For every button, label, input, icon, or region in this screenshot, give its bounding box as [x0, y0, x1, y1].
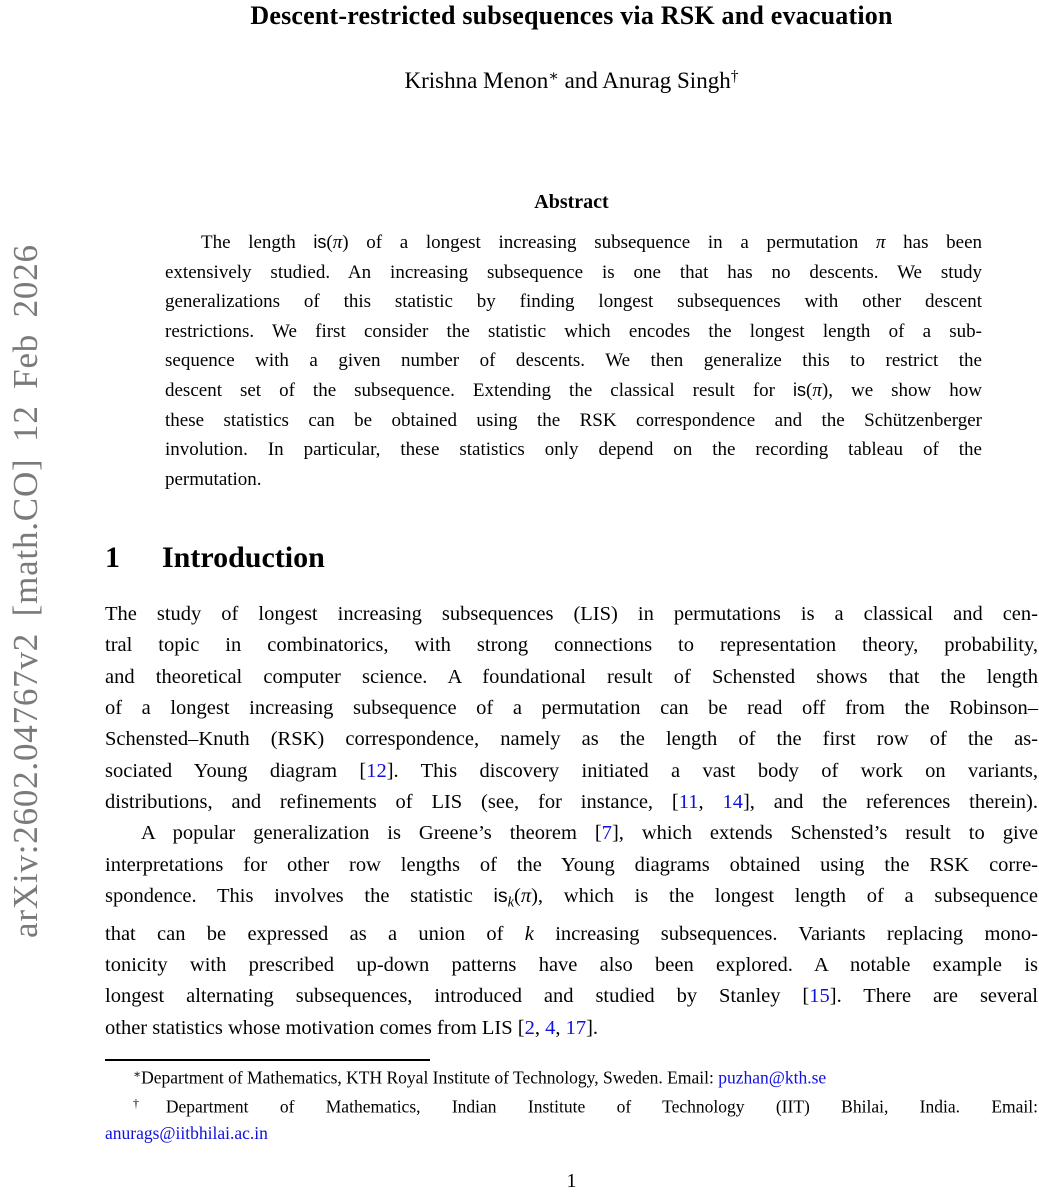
text-line — [165, 346, 982, 376]
text-segment: permutation. — [165, 468, 262, 490]
text-segment: The length — [201, 232, 314, 253]
footnotes — [105, 1061, 1038, 1146]
text-segment: sequence with a given number of descents. We then generalize this to restrict the — [165, 350, 982, 372]
section-title: Introduction — [162, 541, 325, 574]
abstract-heading: Abstract — [534, 191, 609, 213]
text-segment: ) of a longest increasing subsequence in a permutation — [342, 232, 876, 253]
text-segment: spondence. This involves the statistic — [105, 885, 494, 908]
text-segment: A popular generalization is Greene’s theorem [ — [141, 822, 602, 845]
text-segment: other statistics whose motivation comes from LIS [ — [105, 1016, 525, 1039]
text-segment: has been — [885, 232, 983, 253]
text-segment: and theoretical computer science. A foundational result of Schensted shows that the length — [105, 665, 1038, 688]
text-line — [165, 376, 982, 406]
text-line — [165, 258, 982, 288]
text-segment: of a longest increasing subsequence of a permutation can be read off from the Robinson– — [105, 697, 1038, 720]
text-line — [105, 981, 1038, 1012]
math-var: k — [524, 922, 534, 945]
text-line — [105, 881, 1038, 919]
text-segment: Department of Mathematics, Indian Institute of Technology (IIT) Bhilai, India. Email: — [165, 1096, 1038, 1117]
text-line — [165, 317, 982, 347]
introduction-paragraphs — [105, 599, 1038, 1044]
text-segment: tral topic in combinatorics, with strong connections to representation theory, probability, — [105, 634, 1038, 657]
page-number: 1 — [566, 1170, 577, 1192]
text-segment: Krishna Menon — [404, 68, 549, 94]
text-segment: and Anurag Singh — [558, 68, 731, 94]
text-segment: ( — [326, 232, 333, 253]
superscript-mark: ∗ — [548, 68, 559, 85]
text-segment: ]. This discovery initiated a vast body of work on variants, — [386, 759, 1038, 782]
math-var: π — [812, 379, 822, 401]
statistic-name: is — [313, 232, 327, 252]
text-line — [105, 630, 1038, 661]
text-segment: ( — [513, 885, 521, 908]
text-segment: restrictions. We first consider the statistic which encodes the longest length of a sub- — [165, 320, 982, 342]
text-line — [105, 850, 1038, 881]
text-segment: The study of longest increasing subsequences (LIS) in permutations is a classical and cen- — [105, 603, 1038, 625]
text-segment: ], and the references therein). — [742, 791, 1038, 814]
text-segment: ( — [806, 379, 813, 401]
text-line — [105, 818, 1038, 849]
text-line — [105, 599, 1038, 630]
text-segment: longest alternating subsequences, introduced and studied by Stanley [ — [105, 985, 810, 1008]
superscript-mark: † — [133, 1096, 166, 1111]
math-var: π — [520, 885, 532, 908]
email-link[interactable]: puzhan@kth.se — [718, 1067, 827, 1088]
text-line — [165, 406, 982, 436]
text-segment: tonicity with prescribed up-down patterns have also been explored. A notable example is — [105, 954, 1038, 977]
citation-link[interactable]: 14 — [722, 791, 743, 814]
citation-link[interactable]: 12 — [366, 759, 387, 782]
section-number: 1 — [105, 541, 120, 574]
text-segment: descent set of the subsequence. Extending the classical result for — [165, 379, 794, 401]
text-segment: generalizations of this statistic by finding longest subsequences with other descent — [165, 291, 982, 313]
text-segment: these statistics can be obtained using the RSK correspondence and the Schützenberger — [165, 409, 982, 431]
text-line — [105, 1061, 1038, 1090]
text-segment: , — [534, 1016, 546, 1039]
citation-link[interactable]: 11 — [678, 791, 699, 814]
text-segment: increasing subsequences. Variants replacing mono- — [533, 922, 1038, 945]
text-segment: ), we show how — [821, 379, 982, 401]
text-line — [105, 724, 1038, 755]
superscript-mark: † — [730, 68, 739, 85]
text-segment: involution. In particular, these statistics only depend on the recording tableau of the — [165, 439, 982, 461]
text-line — [105, 787, 1038, 818]
text-segment: extensively studied. An increasing subsequence is one that has no descents. We study — [165, 261, 982, 283]
section-heading-introduction — [105, 541, 325, 575]
text-line — [105, 950, 1038, 981]
superscript-mark: ∗ — [133, 1067, 142, 1081]
text-line — [105, 1090, 1038, 1119]
text-segment: that can be expressed as a union of — [105, 922, 525, 945]
text-line — [105, 662, 1038, 693]
text-line — [105, 1120, 1038, 1146]
text-line — [165, 465, 982, 495]
citation-link[interactable]: 2 — [524, 1016, 535, 1039]
text-line — [165, 287, 982, 317]
text-line — [105, 1013, 1038, 1044]
abstract-text — [165, 228, 982, 494]
text-segment: Schensted–Knuth (RSK) correspondence, namely as the length of the first row of the as- — [105, 728, 1038, 751]
statistic-name: is — [493, 885, 508, 908]
citation-link[interactable]: 4 — [545, 1016, 556, 1039]
text-segment: , — [555, 1016, 566, 1039]
paper-title: Descent-restricted subsequences via RSK and evacuation — [250, 1, 893, 30]
arxiv-watermark: arXiv:2602.04767v2 [math.CO] 12 Feb 2026 — [6, 244, 45, 938]
text-segment: Department of Mathematics, KTH Royal Institute of Technology, Sweden. Email: — [141, 1067, 719, 1088]
subscript-var: k — [507, 894, 514, 911]
citation-link[interactable]: 7 — [601, 822, 612, 845]
text-segment: distributions, and refinements of LIS (see, for instance, [ — [105, 791, 679, 814]
text-segment: ], which extends Schensted’s result to give — [611, 822, 1038, 845]
text-segment: ]. There are several — [829, 985, 1038, 1008]
text-segment: ), which is the longest length of a subsequence — [531, 885, 1038, 908]
math-var: π — [332, 232, 343, 253]
text-segment: ]. — [586, 1016, 599, 1039]
citation-link[interactable]: 17 — [565, 1016, 587, 1039]
text-line — [105, 693, 1038, 724]
statistic-name: is — [793, 379, 807, 400]
authors — [105, 66, 1038, 94]
text-line — [105, 919, 1038, 950]
citation-link[interactable]: 15 — [809, 985, 830, 1008]
text-line — [165, 435, 982, 465]
text-line — [105, 756, 1038, 787]
text-segment: , — [698, 791, 723, 814]
math-var: π — [875, 232, 886, 253]
text-segment: sociated Young diagram [ — [105, 759, 367, 782]
email-link[interactable]: anurags@iitbhilai.ac.in — [105, 1122, 268, 1143]
text-segment: interpretations for other row lengths of the Young diagrams obtained using the RSK corre- — [105, 853, 1038, 876]
text-line — [165, 228, 982, 258]
